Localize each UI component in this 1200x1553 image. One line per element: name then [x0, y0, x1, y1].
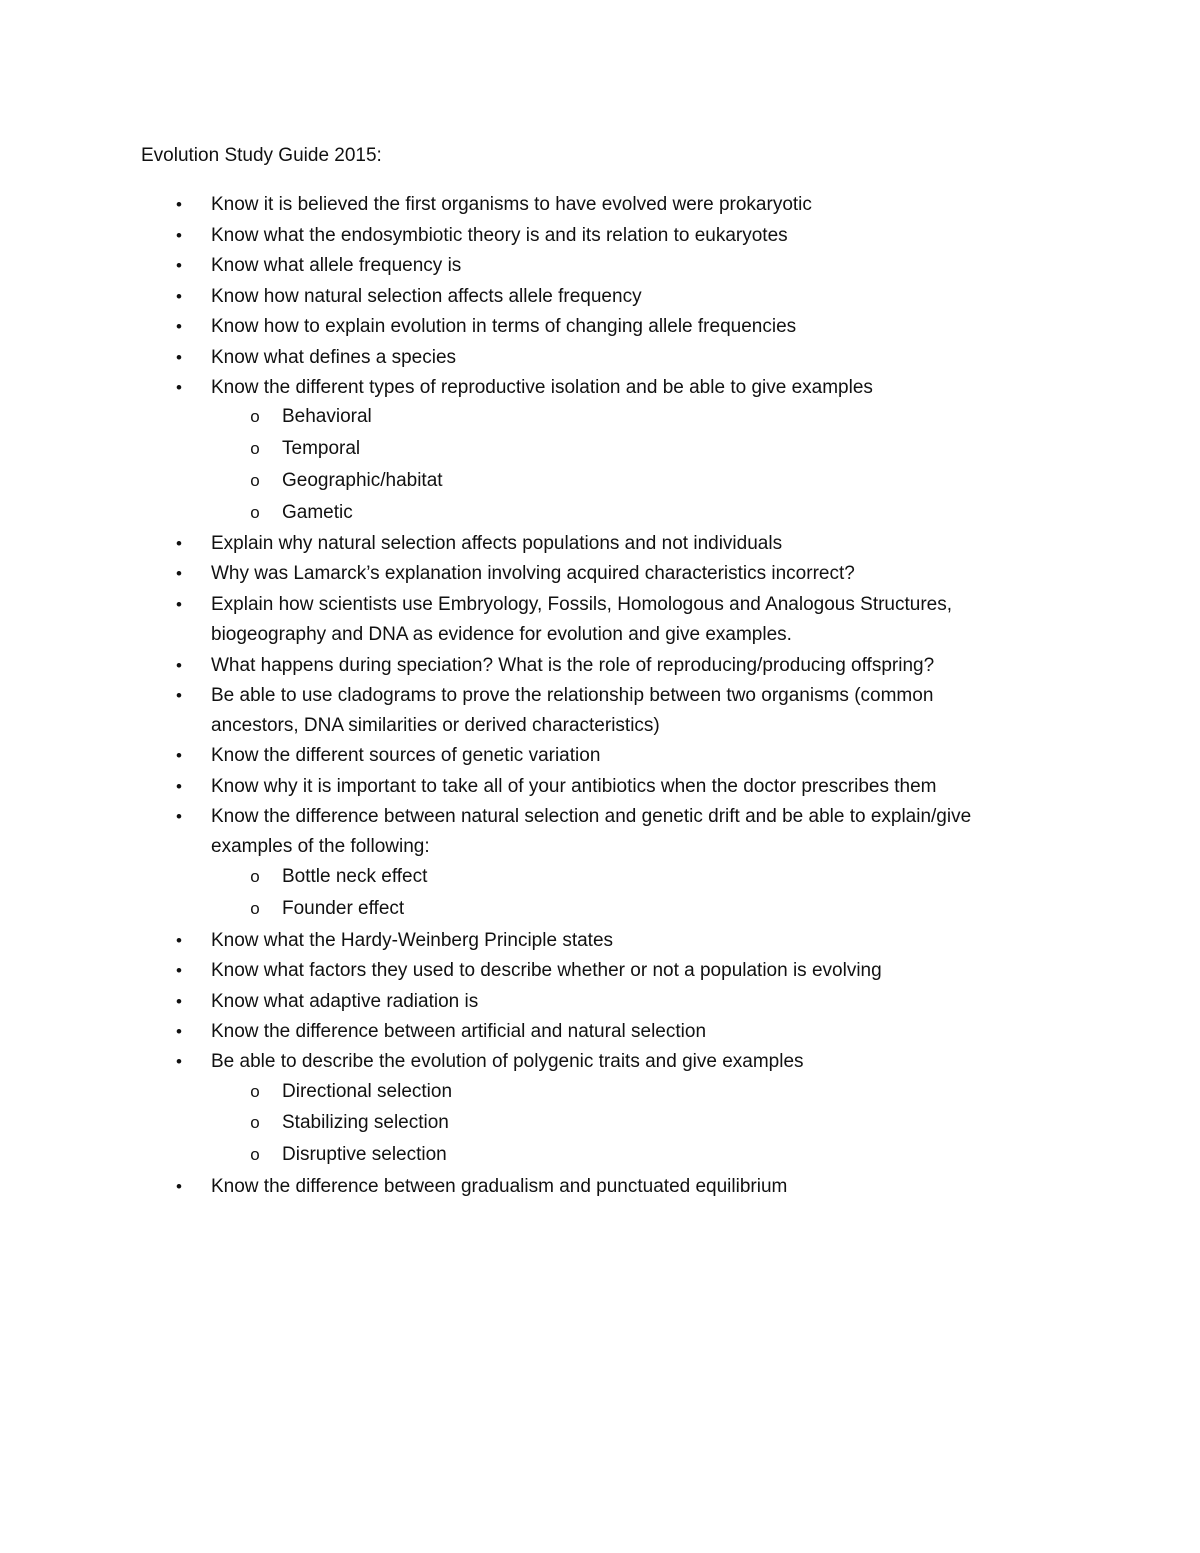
bullet-icon: •: [176, 378, 182, 397]
sub-list-item: [250, 1143, 447, 1167]
bullet-icon: •: [176, 992, 182, 1011]
list-item-text: Stabilizing selection: [282, 1112, 449, 1133]
list-item: [176, 224, 788, 248]
bullet-icon: •: [176, 287, 182, 306]
sub-list-item: [250, 469, 443, 493]
sub-list-item: [250, 1080, 453, 1104]
list-item-text: Gametic: [282, 502, 353, 523]
hollow-bullet-icon: o: [250, 1082, 260, 1101]
bullet-icon: •: [176, 256, 182, 275]
bullet-icon: •: [176, 195, 182, 214]
sub-list-item: [250, 437, 361, 461]
list-item: [176, 532, 783, 556]
list-item-text: Behavioral: [282, 406, 372, 427]
list-item: [176, 959, 882, 983]
list-item-text: Know the different types of reproductive isolation and be able to give examples: [211, 377, 873, 398]
list-item-text: Know it is believed the first organisms to have evolved were prokaryotic: [211, 194, 812, 215]
list-item: [176, 593, 953, 617]
list-item-text: Directional selection: [282, 1081, 453, 1102]
list-item: [176, 654, 935, 678]
list-item-text: Know what adaptive radiation is: [211, 991, 479, 1012]
list-item: [176, 1020, 707, 1044]
list-item-text: Be able to use cladograms to prove the relationship between two organisms (common: [211, 685, 934, 706]
hollow-bullet-icon: o: [250, 1145, 260, 1164]
bullet-icon: •: [176, 807, 182, 826]
list-item-text: Founder effect: [282, 898, 405, 919]
list-item: [176, 285, 642, 309]
hollow-bullet-icon: o: [250, 439, 260, 458]
bullet-icon: •: [176, 931, 182, 950]
list-item: [176, 1050, 804, 1074]
list-item-text: Know the difference between natural selection and genetic drift and be able to explain/give: [211, 806, 972, 827]
bullet-icon: •: [176, 961, 182, 980]
sub-list-item: [250, 865, 428, 889]
bullet-icon: •: [176, 777, 182, 796]
list-item: [176, 684, 934, 708]
list-item: [176, 315, 797, 339]
sub-list-item: [250, 897, 405, 921]
list-item-text: Know what the endosymbiotic theory is and its relation to eukaryotes: [211, 225, 788, 246]
list-item: [176, 1175, 788, 1199]
list-item-text: biogeography and DNA as evidence for evolution and give examples.: [211, 624, 792, 645]
list-item-text: Know the difference between gradualism and punctuated equilibrium: [211, 1176, 788, 1197]
sub-list-item: [250, 405, 372, 429]
hollow-bullet-icon: o: [250, 471, 260, 490]
list-item-text: ancestors, DNA similarities or derived characteristics): [211, 715, 660, 736]
list-item-text: Explain why natural selection affects populations and not individuals: [211, 533, 783, 554]
bullet-icon: •: [176, 226, 182, 245]
list-item-text: Know the different sources of genetic variation: [211, 745, 601, 766]
list-item-text: Geographic/habitat: [282, 470, 443, 491]
bullet-icon: •: [176, 686, 182, 705]
hollow-bullet-icon: o: [250, 407, 260, 426]
bullet-icon: •: [176, 1052, 182, 1071]
list-item-text: Bottle neck effect: [282, 866, 428, 887]
list-item: [176, 193, 812, 217]
list-item-text: Temporal: [282, 438, 361, 459]
bullet-icon: •: [176, 1177, 182, 1196]
list-item: [176, 990, 479, 1014]
list-item-text: Why was Lamarck’s explanation involving acquired characteristics incorrect?: [211, 563, 855, 584]
list-item-text: What happens during speciation? What is the role of reproducing/producing offspring?: [211, 655, 935, 676]
list-item: [176, 805, 972, 829]
list-item: [176, 254, 462, 278]
list-item: [211, 623, 792, 647]
list-item-text: Know the difference between artificial and natural selection: [211, 1021, 707, 1042]
bullet-icon: •: [176, 564, 182, 583]
list-item-text: Explain how scientists use Embryology, Fossils, Homologous and Analogous Structures,: [211, 594, 953, 615]
list-item: [176, 775, 937, 799]
list-item-text: Disruptive selection: [282, 1144, 447, 1165]
hollow-bullet-icon: o: [250, 1113, 260, 1132]
list-item: [176, 562, 855, 586]
list-item-text: Know why it is important to take all of your antibiotics when the doctor prescribes them: [211, 776, 937, 797]
list-item-text: Know what allele frequency is: [211, 255, 462, 276]
list-item-text: Know what defines a species: [211, 347, 457, 368]
bullet-icon: •: [176, 595, 182, 614]
list-item-text: Know how natural selection affects allele frequency: [211, 286, 642, 307]
hollow-bullet-icon: o: [250, 899, 260, 918]
list-item-text: Be able to describe the evolution of polygenic traits and give examples: [211, 1051, 804, 1072]
bullet-icon: •: [176, 534, 182, 553]
list-item-text: Know what factors they used to describe whether or not a population is evolving: [211, 960, 882, 981]
bullet-icon: •: [176, 656, 182, 675]
list-item-text: examples of the following:: [211, 836, 430, 857]
list-item: [176, 744, 601, 768]
list-item-text: Know what the Hardy-Weinberg Principle states: [211, 930, 614, 951]
document-title: Evolution Study Guide 2015:: [141, 145, 382, 166]
list-item: [176, 376, 873, 400]
sub-list-item: [250, 501, 353, 525]
bullet-icon: •: [176, 348, 182, 367]
list-item-text: Know how to explain evolution in terms of changing allele frequencies: [211, 316, 797, 337]
list-item: [211, 835, 430, 859]
list-item: [211, 714, 660, 738]
list-item: [176, 346, 457, 370]
hollow-bullet-icon: o: [250, 503, 260, 522]
sub-list-item: [250, 1111, 449, 1135]
hollow-bullet-icon: o: [250, 867, 260, 886]
list-item: [176, 929, 614, 953]
bullet-icon: •: [176, 1022, 182, 1041]
bullet-icon: •: [176, 746, 182, 765]
bullet-icon: •: [176, 317, 182, 336]
